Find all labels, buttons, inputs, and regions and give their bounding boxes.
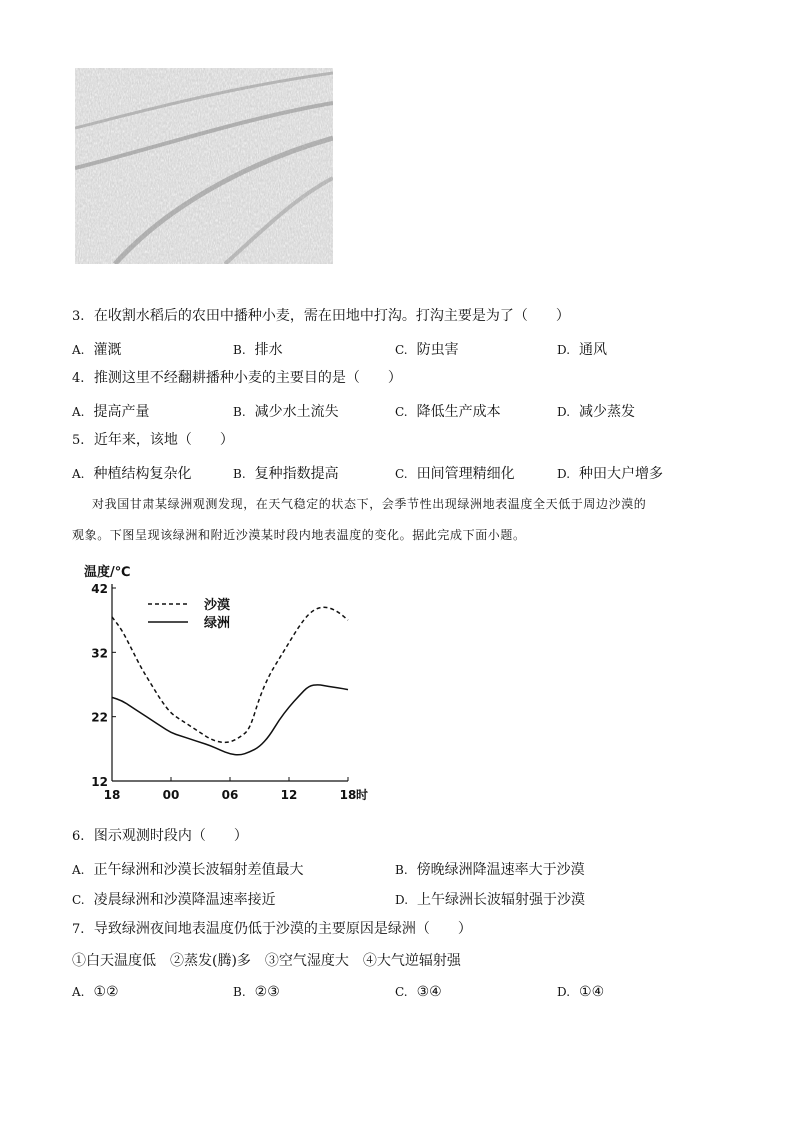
option-text: ①④ — [579, 984, 605, 1000]
option-5a — [72, 463, 191, 483]
question-stem: 在收割水稻后的农田中播种小麦，需在田地中打沟。打沟主要是为了（ ） — [93, 308, 570, 324]
question-4 — [72, 369, 402, 388]
option-7d — [557, 984, 604, 1000]
option-text: 凌晨绿洲和沙漠降温速率接近 — [93, 892, 276, 908]
question-stem: 导致绿洲夜间地表温度仍低于沙漠的主要原因是绿洲（ ） — [93, 921, 472, 937]
option-letter: D. — [557, 343, 571, 357]
question-number: 6. — [72, 829, 85, 844]
option-text: 提高产量 — [93, 404, 150, 420]
option-text: ③④ — [416, 984, 442, 1000]
option-letter: A. — [72, 343, 85, 357]
option-6d — [395, 889, 585, 909]
option-text: 减少蒸发 — [579, 404, 636, 420]
option-letter: D. — [395, 893, 409, 907]
y-tick-label: 42 — [91, 582, 108, 596]
question-7 — [72, 920, 472, 939]
question-7-statements: ①白天温度低 ②蒸发(腾)多 ③空气湿度大 ④大气逆辐射强 — [72, 953, 461, 969]
legend-label: 绿洲 — [204, 616, 231, 631]
option-text: ①② — [93, 984, 119, 1000]
option-letter: C. — [395, 405, 408, 419]
option-6a — [72, 859, 303, 879]
option-text: 种植结构复杂化 — [93, 466, 192, 482]
option-letter: A. — [72, 405, 85, 419]
option-letter: B. — [233, 343, 246, 357]
option-text: ②③ — [254, 984, 280, 1000]
chart-axes — [112, 584, 348, 781]
legend-label: 沙漠 — [204, 598, 231, 613]
chart-legend — [148, 597, 230, 631]
option-text: 减少水土流失 — [254, 404, 339, 420]
question-5 — [72, 431, 234, 450]
option-text: 种田大户增多 — [579, 466, 664, 482]
option-4a — [72, 401, 149, 421]
option-7c — [395, 984, 442, 1000]
option-text: 降低生产成本 — [416, 404, 501, 420]
option-letter: D. — [557, 467, 571, 481]
option-letter: D. — [557, 405, 571, 419]
question-3 — [72, 307, 570, 326]
passage-line-1: 对我国甘肃某绿洲观测发现，在天气稳定的状态下，会季节性出现绿洲地表温度全天低于周边沙漠的 — [92, 497, 647, 511]
y-tick-label: 12 — [91, 775, 108, 789]
option-text: 排水 — [254, 342, 283, 358]
option-text: 通风 — [579, 342, 608, 358]
option-6c — [72, 889, 276, 909]
option-text: 上午绿洲长波辐射强于沙漠 — [417, 892, 586, 908]
option-letter: D. — [557, 985, 571, 999]
x-axis-unit-label: 时 — [356, 788, 369, 802]
option-7a — [72, 984, 119, 1000]
option-text: 田间管理精细化 — [416, 466, 515, 482]
question-number: 7. — [72, 922, 85, 937]
field-photo — [75, 68, 333, 264]
option-letter: B. — [233, 985, 246, 999]
x-tick-label: 00 — [162, 788, 180, 802]
y-axis-label: 温度/℃ — [84, 565, 131, 580]
option-text: 正午绿洲和沙漠长波辐射差值最大 — [93, 862, 304, 878]
option-letter: A. — [72, 467, 85, 481]
option-letter: C. — [395, 985, 408, 999]
question-stem: 推测这里不经翻耕播种小麦的主要目的是（ ） — [93, 370, 402, 386]
option-7b — [233, 984, 280, 1000]
option-text: 防虫害 — [416, 342, 459, 358]
option-letter: C. — [395, 343, 408, 357]
question-number: 3. — [72, 309, 85, 324]
option-letter: B. — [233, 405, 246, 419]
x-tick-label: 06 — [221, 788, 239, 802]
option-3c — [395, 339, 459, 359]
question-number: 4. — [72, 371, 85, 386]
option-text: 傍晚绿洲降温速率大于沙漠 — [416, 862, 585, 878]
option-3d — [557, 339, 607, 359]
option-letter: A. — [72, 985, 85, 999]
option-6b — [395, 859, 585, 879]
option-3b — [233, 339, 283, 359]
option-letter: C. — [395, 467, 408, 481]
question-stem: 近年来，该地（ ） — [93, 432, 234, 448]
option-5d — [557, 463, 663, 483]
x-tick-label: 12 — [280, 788, 298, 802]
question-stem: 图示观测时段内（ ） — [93, 828, 248, 844]
option-letter: A. — [72, 863, 85, 877]
question-6 — [72, 827, 248, 846]
option-letter: C. — [72, 893, 85, 907]
option-3a — [72, 339, 121, 359]
option-4b — [233, 401, 339, 421]
option-5b — [233, 463, 339, 483]
question-number: 5. — [72, 433, 85, 448]
x-tick-label: 18 — [339, 788, 357, 802]
option-letter: B. — [395, 863, 408, 877]
option-5c — [395, 463, 515, 483]
option-text: 灌溉 — [93, 342, 122, 358]
x-tick-label: 18 — [103, 788, 121, 802]
passage-line-2: 观象。下图呈现该绿洲和附近沙漠某时段内地表温度的变化。据此完成下面小题。 — [72, 528, 526, 542]
option-4c — [395, 401, 501, 421]
option-letter: B. — [233, 467, 246, 481]
y-tick-label: 22 — [91, 710, 108, 725]
temperature-chart — [78, 560, 378, 810]
option-4d — [557, 401, 635, 421]
y-tick-label: 32 — [91, 646, 108, 661]
oasis-series-line — [112, 685, 348, 755]
option-text: 复种指数提高 — [254, 466, 339, 482]
